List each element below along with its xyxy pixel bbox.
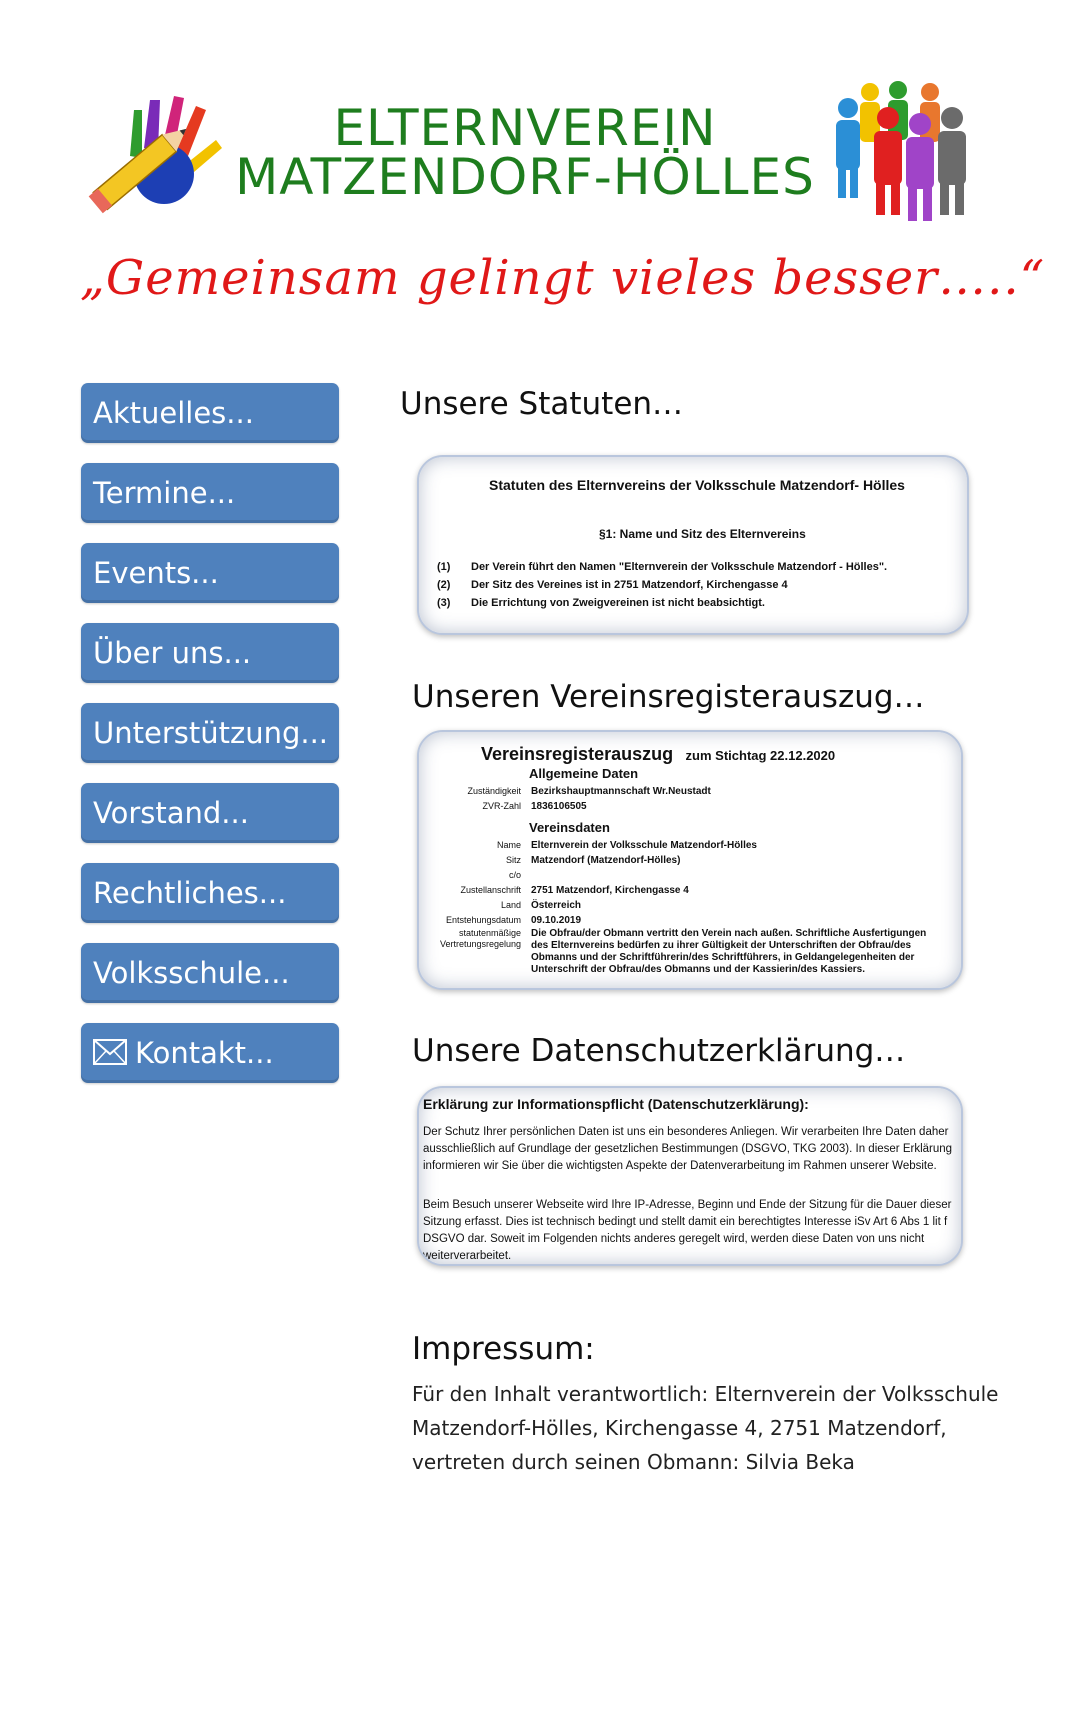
row-value: Bezirkshauptmannschaft Wr.Neustadt (531, 786, 711, 797)
hand-pencil-logo (78, 88, 228, 218)
item-text: Der Verein führt den Namen "Elternverein der Volksschule Matzendorf - Hölles". (471, 561, 888, 573)
row-key: c/o (508, 870, 521, 880)
impressum-line-3: vertreten durch seinen Obmann: Silvia Beka (412, 1450, 855, 1474)
item-num: (2) (437, 579, 451, 591)
row-value: Matzendorf (Matzendorf-Hölles) (531, 855, 681, 866)
register-doc-title (481, 744, 835, 765)
datenschutz-para-1: Der Schutz Ihrer persönlichen Daten ist uns ein besonderes Anliegen. Wir verarbeiten Ihre Daten daher ausschließlich auf Grundlage der gesetzlichen Bestimmungen (DSGVO, TKG 2003). In dieser Erklärung informieren wir Sie über die wichtigsten Aspekte der Datenverarbeitung im Rahmen unserer Website. (423, 1126, 953, 1172)
row-key: Zustellanschrift (460, 885, 521, 895)
impressum-text (412, 1377, 1032, 1479)
nav-termine[interactable] (81, 463, 339, 523)
nav-aktuelles[interactable] (81, 383, 339, 443)
nav-unterstuetzung[interactable] (81, 703, 339, 763)
people-group-logo (818, 78, 988, 228)
nav-label: Events... (93, 556, 219, 590)
row-key: Sitz (505, 855, 521, 865)
datenschutz-doc-title: Erklärung zur Informationspflicht (Datenschutzerklärung): (423, 1096, 809, 1112)
nav-ueber-uns[interactable] (81, 623, 339, 683)
table-row (439, 838, 935, 853)
row-key: Name (496, 840, 521, 850)
heading-statuten: Unsere Statuten… (400, 386, 684, 422)
heading-datenschutz: Unsere Datenschutzerklärung… (412, 1033, 906, 1069)
nav-label: Volksschule... (93, 956, 290, 990)
item-num: (3) (437, 597, 451, 609)
table-row (439, 799, 711, 814)
envelope-icon (93, 1039, 127, 1065)
heading-impressum: Impressum: (412, 1331, 595, 1367)
impressum-line-2: Matzendorf-Hölles, Kirchengasse 4, 2751 Matzendorf, (412, 1416, 947, 1440)
table-row (439, 853, 935, 868)
vertretung-key-1: statutenmäßige (458, 928, 521, 938)
register-general-heading: Allgemeine Daten (529, 766, 639, 781)
table-row (439, 928, 935, 976)
datenschutz-document-card[interactable] (417, 1086, 963, 1266)
register-title: Vereinsregisterauszug (481, 744, 674, 764)
row-key: Entstehungsdatum (445, 915, 521, 925)
table-row (439, 898, 935, 913)
row-value: Elternverein der Volksschule Matzendorf-Hölles (531, 840, 757, 851)
register-vereinsdaten-table (439, 838, 935, 976)
table-row (439, 913, 935, 928)
vertretung-key-2: Vertretungsregelung (439, 939, 521, 949)
table-row (439, 868, 935, 883)
nav-label: Kontakt... (135, 1036, 274, 1070)
statuten-doc-subtitle: §1: Name und Sitz des Elternvereins (599, 527, 806, 541)
statuten-document-card[interactable] (417, 455, 969, 635)
nav-kontakt[interactable] (81, 1023, 339, 1083)
slogan: „Gemeinsam gelingt vieles besser…..“ (80, 250, 1046, 306)
row-value: Österreich (531, 900, 582, 911)
item-num: (1) (437, 561, 451, 573)
register-vereinsdaten-heading: Vereinsdaten (529, 820, 610, 835)
nav-label: Termine... (93, 476, 236, 510)
row-value (531, 868, 935, 883)
statuten-item-1 (437, 561, 887, 573)
datenschutz-para-2: Beim Besuch unserer Webseite wird Ihre IP-Adresse, Beginn und Ende der Sitzung für die Dauer dieser Sitzung erfasst. Dies ist technisch bedingt und stellt damit ein berechtigtes Interesse iSv Art 6 Abs 1 lit f DSGVO dar. Soweit im Folgenden nichts anderes geregelt wird, werden diese Daten von uns nicht weiterverarbeitet. (423, 1199, 952, 1262)
nav-label: Über uns... (93, 636, 252, 670)
row-key: Land (500, 900, 521, 910)
impressum-line-1: Für den Inhalt verantwortlich: Elternverein der Volksschule (412, 1382, 999, 1406)
statuten-item-3 (437, 597, 765, 609)
nav-label: Aktuelles... (93, 396, 254, 430)
row-key (439, 928, 531, 976)
nav-vorstand[interactable] (81, 783, 339, 843)
item-text: Die Errichtung von Zweigvereinen ist nicht beabsichtigt. (471, 597, 765, 609)
row-value: 2751 Matzendorf, Kirchengasse 4 (531, 885, 689, 896)
table-row (439, 784, 711, 799)
register-stichtag: zum Stichtag 22.12.2020 (685, 748, 836, 763)
nav-label: Unterstützung... (93, 716, 329, 750)
statuten-item-2 (437, 579, 788, 591)
nav-label: Rechtliches... (93, 876, 287, 910)
row-value: Die Obfrau/der Obmann vertritt den Verein nach außen. Schriftliche Ausfertigungen des Elternvereins bedürfen zu ihrer Gültigkeit der Unterschriften der Obfrau/des Obmanns und der Schriftführerin/des Schriftführers, in Geldangelegenheiten der Unterschrift der Obfrau/des Obmanns und der Kassierin/des Kassiers. (531, 928, 927, 975)
register-general-table (439, 784, 711, 814)
table-row (439, 883, 935, 898)
nav-rechtliches[interactable] (81, 863, 339, 923)
nav-events[interactable] (81, 543, 339, 603)
nav-volksschule[interactable] (81, 943, 339, 1003)
nav-label: Vorstand... (93, 796, 249, 830)
heading-vereinsregister: Unseren Vereinsregisterauszug… (412, 679, 925, 715)
site-title-line2: MATZENDORF-HÖLLES (235, 148, 815, 206)
row-key: Zuständigkeit (467, 786, 521, 796)
row-value: 09.10.2019 (531, 915, 582, 926)
statuten-doc-title: Statuten des Elternvereins der Volksschule Matzendorf- Hölles (489, 477, 905, 493)
site-title-line1: ELTERNVEREIN (333, 99, 717, 157)
row-key: ZVR-Zahl (482, 801, 521, 811)
item-text: Der Sitz des Vereines ist in 2751 Matzendorf, Kirchengasse 4 (471, 579, 788, 591)
register-document-card[interactable] (417, 730, 963, 990)
row-value: 1836106505 (531, 801, 587, 812)
